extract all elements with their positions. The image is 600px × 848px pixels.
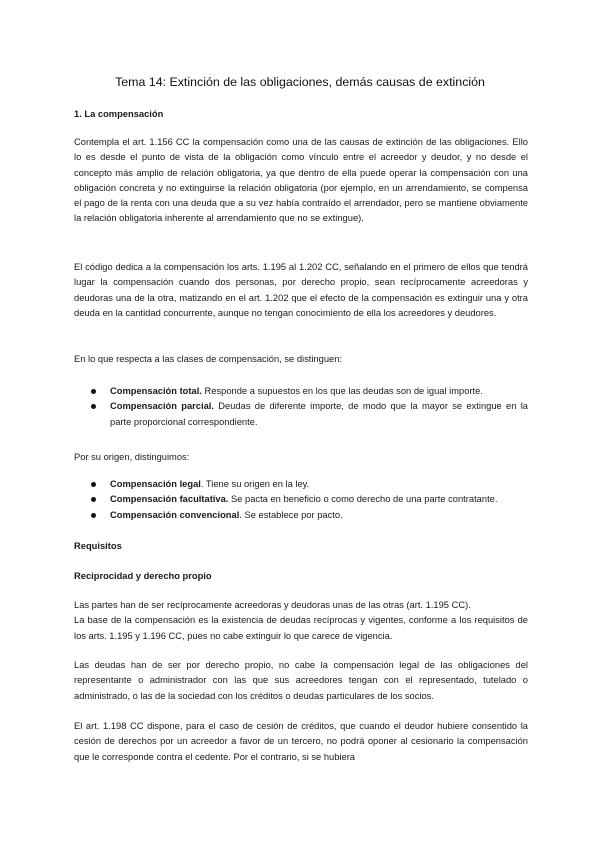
- list-item: Compensación convencional. Se establece por pacto.: [74, 508, 528, 523]
- bullet-icon: [91, 389, 96, 394]
- list-item: Compensación total. Responde a supuestos en los que las deudas son de igual importe.: [74, 384, 528, 399]
- heading-requisitos: Requisitos: [74, 541, 122, 551]
- bullet-icon: [91, 482, 96, 487]
- paragraph-reciprocidad: Las partes han de ser recíprocamente acreedoras y deudoras unas de las otras (art. 1.195 CC). La base de la compensación es la existencia de deudas recíprocas y vigentes, conforme a los requisitos de los arts. 1.195 y 1.196 CC, pues no cabe extinguir lo que carece de vigencia.: [74, 600, 528, 641]
- paragraph-derecho-propio: Las deudas han de ser por derecho propio, no cabe la compensación legal de las obligaciones del representante o administrador con las que sus acreedores tengan con el representado, tutelado o administrado, o las de la sociedad con los créditos o deudas particulares de los socios.: [74, 660, 528, 701]
- paragraph-clases: En lo que respecta a las clases de compensación, se distinguen:: [74, 354, 343, 364]
- bullet-icon: [91, 404, 96, 409]
- section-heading-compensacion: 1. La compensación: [74, 109, 164, 119]
- list-item: Compensación facultativa. Se pacta en beneficio o como derecho de una parte contratante.: [74, 492, 528, 507]
- bullet-list-clases: [74, 384, 528, 430]
- bullet-list-origen: [74, 477, 528, 523]
- list-item: Compensación parcial. Deudas de diferente importe, de modo que la mayor se extingue en la parte proporcional correspondiente.: [74, 399, 528, 430]
- list-item: Compensación legal. Tiene su origen en la ley.: [74, 477, 528, 492]
- bullet-icon: [91, 497, 96, 502]
- document-title: Tema 14: Extinción de las obligaciones, demás causas de extinción: [115, 75, 485, 89]
- paragraph-cesion: El art. 1.198 CC dispone, para el caso de cesión de créditos, que cuando el deudor hubiere consentido la cesión de derechos por un acreedor a favor de un tercero, no podrá oponer al cesionario la compensación que le corresponde contra el cedente. Por el contrario, si se hubiera: [74, 721, 528, 762]
- paragraph-intro: Contempla el art. 1.156 CC la compensación como una de las causas de extinción de las obligaciones. Ello lo es desde el punto de vista de la obligación como vínculo entre el acreedor y deudor, y no desde el concepto más amplio de relación obligatoria, ya que dentro de ella puede operar la compensación con una obligación concreta y no extinguirse la relación obligatoria (por ejemplo, en un arrendamiento, se compensa el pago de la renta con una deuda que a su vez había contraído el arrendador, pero se mantiene obviamente la relación obligatoria inherente al arrendamiento que no se extingue).: [74, 137, 528, 224]
- bullet-icon: [91, 513, 96, 518]
- paragraph-origen: Por su origen, distinguimos:: [74, 452, 190, 462]
- paragraph-articles: El código dedica a la compensación los arts. 1.195 al 1.202 CC, señalando en el primero de ellos que tendrá lugar la compensación cuando dos personas, por derecho propio, sean recíprocamente acreedoras y deudoras una de la otra, matizando en el art. 1.202 que el efecto de la compensación es extinguir una y otra deuda en la cantidad concurrente, aunque no tengan conocimiento de ella los acreedores y deudores.: [74, 262, 528, 318]
- heading-reciprocidad: Reciprocidad y derecho propio: [74, 571, 212, 581]
